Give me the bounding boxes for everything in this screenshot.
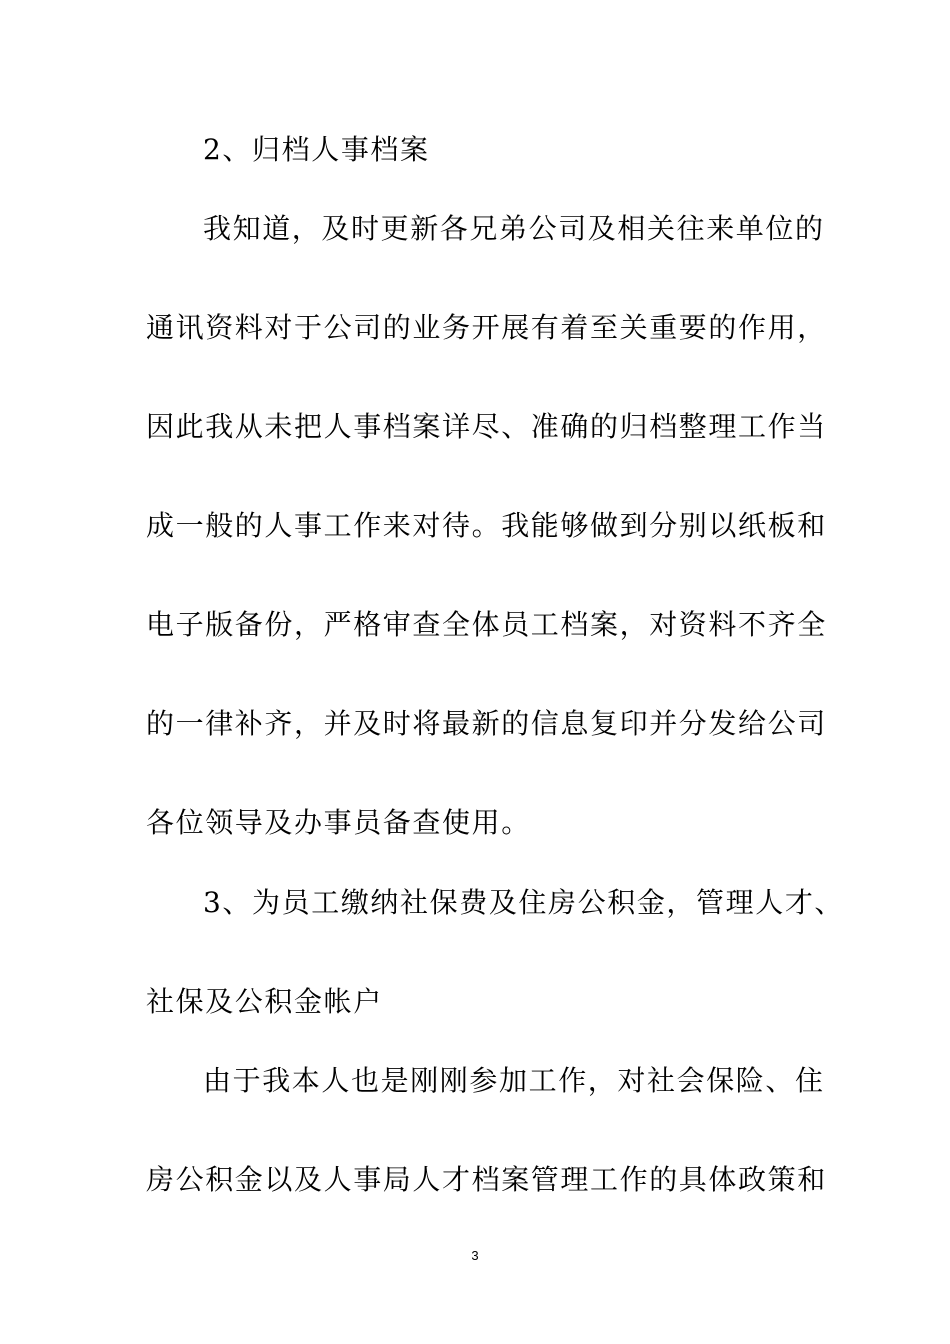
- section-heading-social-security: 3、为员工缴纳社保费及住房公积金，管理人才、: [203, 886, 845, 919]
- paragraph-line: 电子版备份，严格审查全体员工档案，对资料不齐全: [146, 608, 827, 641]
- paragraph-line: 由于我本人也是刚刚参加工作，对社会保险、住: [203, 1064, 825, 1097]
- paragraph-line: 房公积金以及人事局人才档案管理工作的具体政策和: [146, 1163, 827, 1196]
- page-number: 3: [471, 1248, 479, 1263]
- paragraph-line: 的一律补齐，并及时将最新的信息复印并分发给公司: [146, 707, 827, 740]
- paragraph-line: 通讯资料对于公司的业务开展有着至关重要的作用，: [146, 311, 827, 344]
- paragraph-line: 我知道，及时更新各兄弟公司及相关往来单位的: [203, 212, 825, 245]
- paragraph-line: 因此我从未把人事档案详尽、准确的归档整理工作当: [146, 410, 827, 443]
- section-heading-continuation: 社保及公积金帐户: [146, 985, 383, 1018]
- paragraph-line: 成一般的人事工作来对待。我能够做到分别以纸板和: [146, 509, 827, 542]
- section-heading-archive: 2、归档人事档案: [203, 133, 430, 166]
- paragraph-line: 各位领导及办事员备查使用。: [146, 806, 531, 839]
